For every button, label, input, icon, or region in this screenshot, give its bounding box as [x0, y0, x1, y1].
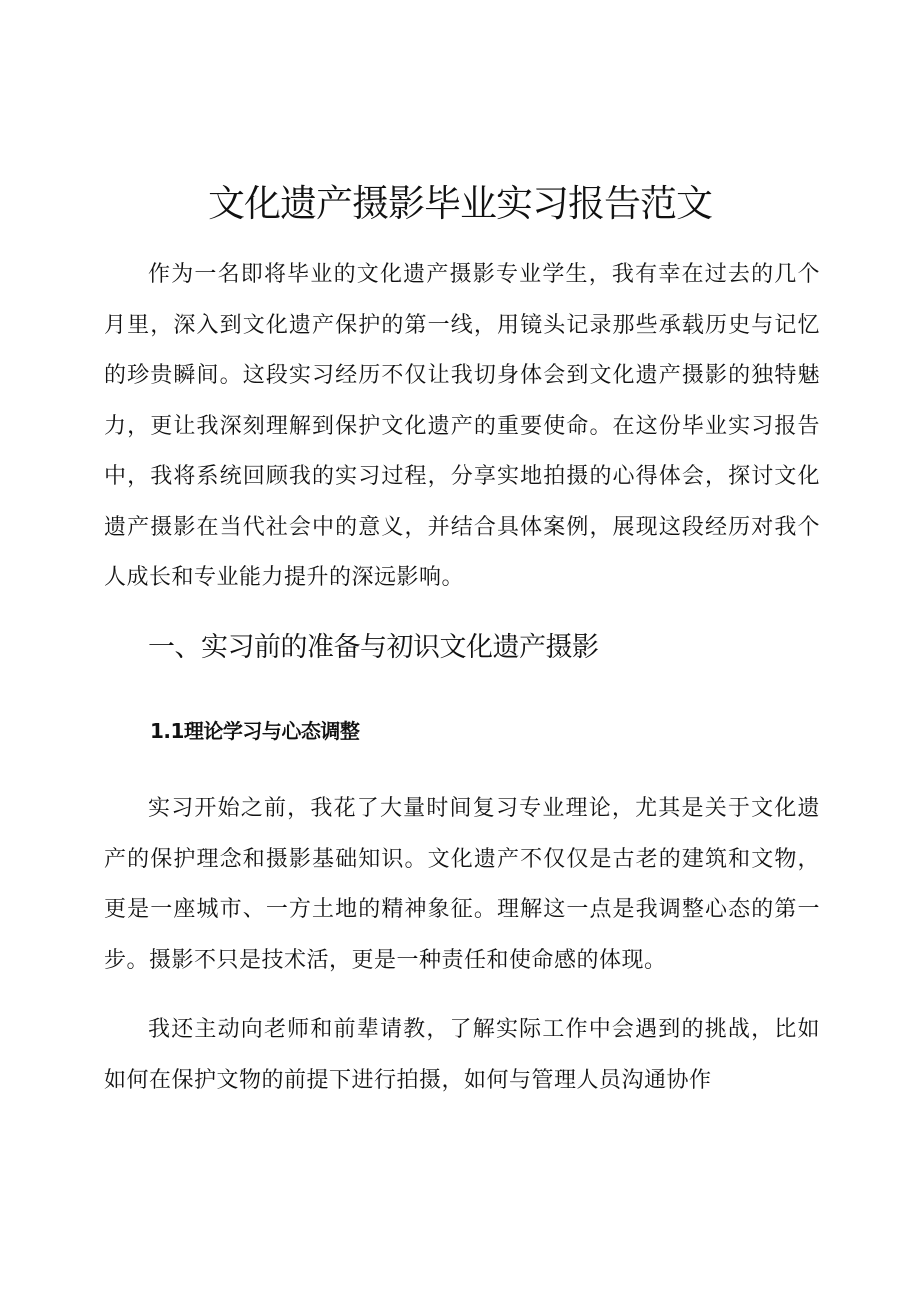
section-heading: 一、实习前的准备与初识文化遗产摄影 [148, 632, 599, 663]
document-title: 文化遗产摄影毕业实习报告范文 [208, 182, 712, 225]
subsection-heading: 1.1理论学习与心态调整 [150, 719, 360, 743]
body-paragraph-2: 我还主动向老师和前辈请教，了解实际工作中会遇到的挑战，比如如何在保护文物的前提下进行拍摄，如何与管理人员沟通协作 [104, 1017, 820, 1093]
intro-paragraph: 作为一名即将毕业的文化遗产摄影专业学生，我有幸在过去的几个月里，深入到文化遗产保护的第一线，用镜头记录那些承载历史与记忆的珍贵瞬间。这段实习经历不仅让我切身体会到文化遗产摄影的独特魅力，更让我深刻理解到保护文化遗产的重要使命。在这份毕业实习报告中，我将系统回顾我的实习过程，分享实地拍摄的心得体会，探讨文化遗产摄影在当代社会中的意义，并结合具体案例，展现这段经历对我个人成长和专业能力提升的深远影响。 [104, 262, 820, 590]
body-paragraph-1: 实习开始之前，我花了大量时间复习专业理论，尤其是关于文化遗产的保护理念和摄影基础知识。文化遗产不仅仅是古老的建筑和文物，更是一座城市、一方土地的精神象征。理解这一点是我调整心态的第一步。摄影不只是技术活，更是一种责任和使命感的体现。 [104, 796, 820, 973]
